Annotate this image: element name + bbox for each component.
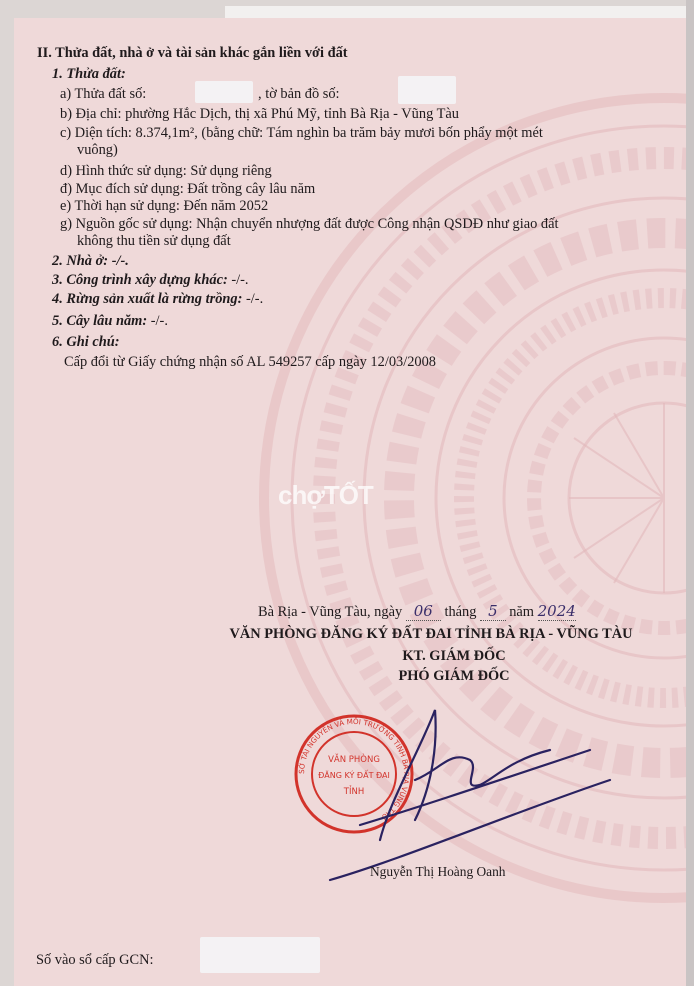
issue-month: 5 — [480, 602, 506, 621]
notes-heading: 6. Ghi chú: — [52, 334, 120, 350]
signer-name: Nguyễn Thị Hoàng Oanh — [370, 864, 506, 879]
area-line-2: vuông) — [77, 142, 118, 158]
month-label: tháng — [444, 604, 477, 620]
forest-label: 4. Rừng sản xuất là rừng trồng: — [52, 291, 243, 307]
year-label: năm — [509, 604, 534, 620]
stamp-ring-textpath: SỞ TÀI NGUYÊN VÀ MÔI TRƯỜNG TỈNH BÀ RỊA VŨNG TÀU — [296, 716, 412, 822]
issue-year: 2024 — [537, 602, 576, 620]
stamp-line-1: VĂN PHÒNG — [328, 755, 380, 765]
usage-purpose: đ) Mục đích sử dụng: Đất trồng cây lâu năm — [60, 181, 316, 197]
issuing-office: VĂN PHÒNG ĐĂNG KÝ ĐẤT ĐAI TỈNH BÀ RỊA - VŨNG TÀU — [229, 626, 633, 642]
section-title: II. Thửa đất, nhà ở và tài sản khác gắn liền với đất — [37, 45, 348, 61]
address: b) Địa chỉ: phường Hắc Dịch, thị xã Phú Mỹ, tỉnh Bà Rịa - Vũng Tàu — [60, 106, 459, 122]
origin-line-1: g) Nguồn gốc sử dụng: Nhận chuyển nhượng đất được Công nhận QSDĐ như giao đất — [60, 216, 559, 232]
chotot-watermark: chợTỐT — [278, 480, 373, 510]
issue-date-line — [258, 603, 576, 621]
kt-director: KT. GIÁM ĐỐC — [402, 648, 506, 664]
other-construction-label: 3. Công trình xây dựng khác: — [52, 272, 228, 288]
parcel-number-label: a) Thửa đất số: — [60, 86, 147, 102]
land-heading: 1. Thửa đất: — [52, 66, 126, 82]
paper-edge-right — [686, 0, 694, 986]
vice-director: PHÓ GIÁM ĐỐC — [398, 668, 510, 684]
gcn-number-redacted — [200, 937, 320, 973]
usage-term: e) Thời hạn sử dụng: Đến năm 2052 — [60, 198, 269, 214]
forest-row — [52, 291, 263, 308]
usage-form: d) Hình thức sử dụng: Sử dụng riêng — [60, 163, 272, 179]
perennial-row — [52, 313, 168, 330]
map-sheet-redacted — [398, 76, 456, 104]
area-line-1: c) Diện tích: 8.374,1m², (bằng chữ: Tám nghìn ba trăm bảy mươi bốn phẩy một mét — [60, 125, 543, 141]
other-construction-value: -/-. — [227, 272, 249, 288]
house-text: 2. Nhà ở: -/-. — [52, 253, 129, 269]
parcel-number-redacted — [195, 81, 253, 103]
stamp-line-3: TỈNH — [343, 787, 365, 797]
map-sheet-label: , tờ bản đồ số: — [258, 86, 340, 102]
notes-text: Cấp đổi từ Giấy chứng nhận số AL 549257 cấp ngày 12/03/2008 — [64, 354, 436, 370]
gcn-label: Số vào sổ cấp GCN: — [36, 952, 154, 968]
perennial-value: -/-. — [147, 313, 168, 329]
stamp-line-2: ĐĂNG KÝ ĐẤT ĐAI — [318, 771, 390, 780]
house-row — [52, 253, 129, 270]
other-construction-row — [52, 272, 249, 289]
issue-day: 06 — [406, 602, 441, 621]
issue-place: Bà Rịa - Vũng Tàu, ngày — [258, 604, 403, 620]
forest-value: -/-. — [242, 291, 264, 307]
handwritten-signature — [320, 690, 620, 890]
origin-line-2: không thu tiền sử dụng đất — [77, 233, 231, 249]
perennial-label: 5. Cây lâu năm: — [52, 313, 148, 329]
